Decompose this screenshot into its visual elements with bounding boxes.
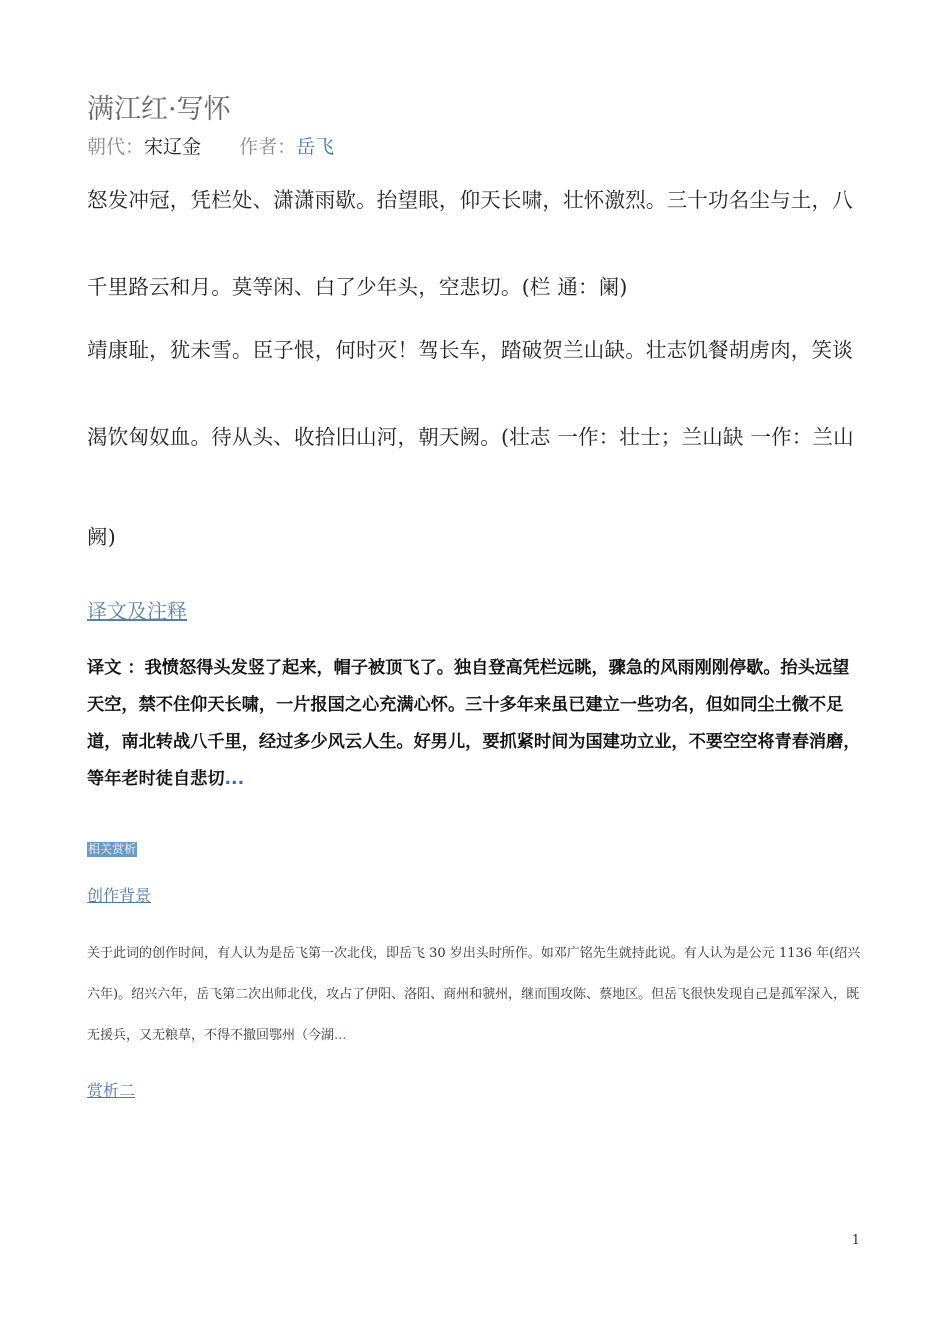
background-more-link[interactable]: ... — [334, 1028, 347, 1043]
dynasty-label: 朝代： — [87, 136, 145, 158]
translation-heading-link[interactable]: 译文及注释 — [87, 599, 187, 623]
author-link[interactable]: 岳飞 — [296, 136, 335, 158]
related-appreciation-tag: 相关赏析 — [88, 842, 137, 856]
poem-line: 靖康耻，犹未雪。臣子恨，何时灭！驾长车，踏破贺兰山缺。壮志饥餐胡虏肉，笑谈 — [87, 338, 853, 362]
translation-label: 译文 — [87, 658, 122, 678]
author-label: 作者： — [239, 136, 297, 158]
appreciation-two-link[interactable]: 赏析二 — [87, 1081, 136, 1100]
translation-paragraph — [87, 650, 863, 798]
page-number: 1 — [851, 1233, 860, 1248]
background-text: 关于此词的创作时间，有人认为是岳飞第一次北伐，即岳飞 30 岁出头时所作。如邓广铭先生就持此说。有人认为是公元 1136 年(绍兴六年)。绍兴六年，岳飞第二次出师北伐，攻占了伊阳、洛阳、商州和虢州，继而围攻陈、蔡地区。但岳飞很快发现自己是孤军深入，既无援兵，又无粮草，不得不撤回鄂州（今湖 — [87, 946, 861, 1043]
poem-line: 千里路云和月。莫等闲、白了少年头，空悲切。(栏 通：阑) — [87, 275, 628, 299]
poem-meta — [87, 133, 334, 161]
poem-line: 阙) — [87, 525, 116, 549]
poem-line: 渴饮匈奴血。待从头、收拾旧山河，朝天阙。(壮志 一作：壮士；兰山缺 一作：兰山 — [87, 425, 854, 449]
translation-more-link[interactable]: ... — [224, 769, 245, 789]
poem-line: 怒发冲冠，凭栏处、潇潇雨歇。抬望眼，仰天长啸，壮怀激烈。三十功名尘与土，八 — [87, 188, 853, 212]
translation-text: ：我愤怒得头发竖了起来，帽子被顶飞了。独自登高凭栏远眺，骤急的风雨刚刚停歇。抬头远望天空，禁不住仰天长啸，一片报国之心充满心怀。三十多年来虽已建立一些功名，但如同尘土微不足道，南北转战八千里，经过多少风云人生。好男儿，要抓紧时间为国建功立业，不要空空将青春消磨，等年老时徒自悲切 — [87, 658, 861, 789]
dynasty-value: 宋辽金 — [144, 136, 202, 158]
background-paragraph — [87, 933, 863, 1056]
poem-title: 满江红·写怀 — [87, 94, 231, 125]
background-heading-link[interactable]: 创作背景 — [87, 886, 152, 905]
